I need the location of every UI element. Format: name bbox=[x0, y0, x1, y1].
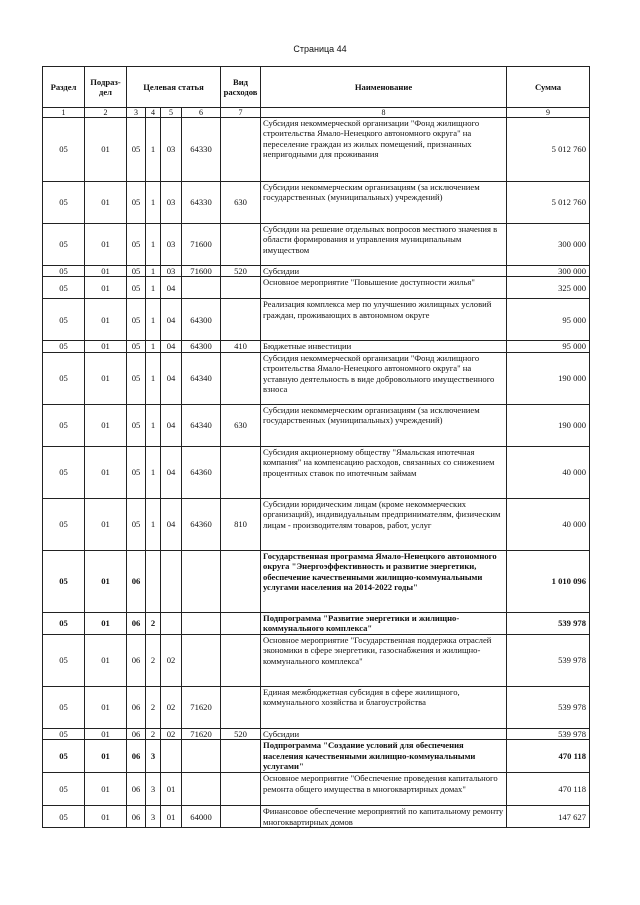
activity-code-cell: 04 bbox=[161, 352, 182, 404]
subprogram-code-cell: 1 bbox=[146, 224, 161, 266]
program-code-cell: 06 bbox=[127, 634, 146, 686]
table-row bbox=[43, 773, 590, 806]
razdel-cell: 05 bbox=[43, 352, 85, 404]
razdel-cell: 05 bbox=[43, 277, 85, 299]
program-code-cell: 05 bbox=[127, 224, 146, 266]
expense-type-cell bbox=[221, 686, 261, 728]
podrazdel-cell: 01 bbox=[85, 224, 127, 266]
podrazdel-cell: 01 bbox=[85, 806, 127, 828]
expense-type-cell: 810 bbox=[221, 498, 261, 550]
item-name-cell: Государственная программа Ямало-Ненецкого автономного округа "Энергоэффективность и развитие энергетики, обеспечение качественными жилищно-коммунальными услугами населения на 2014-2022 годы" bbox=[261, 550, 507, 612]
amount-cell: 300 000 bbox=[507, 224, 590, 266]
direction-code-cell bbox=[182, 634, 221, 686]
expense-type-cell bbox=[221, 612, 261, 634]
expense-type-cell bbox=[221, 446, 261, 498]
direction-code-cell: 64300 bbox=[182, 299, 221, 341]
razdel-cell: 05 bbox=[43, 404, 85, 446]
program-code-cell: 05 bbox=[127, 266, 146, 277]
item-name-cell: Субсидии некоммерческим организациям (за исключением государственных (муниципальных) учреждений) bbox=[261, 182, 507, 224]
amount-cell: 1 010 096 bbox=[507, 550, 590, 612]
item-name-cell: Субсидия некоммерческой организации "Фонд жилищного строительства Ямало-Ненецкого автономного округа" на уставную деятельность в виде добровольного имущественного взноса bbox=[261, 352, 507, 404]
program-code-cell: 05 bbox=[127, 352, 146, 404]
subprogram-code-cell: 1 bbox=[146, 182, 161, 224]
activity-code-cell: 03 bbox=[161, 224, 182, 266]
column-number: 7 bbox=[221, 108, 261, 118]
podrazdel-cell: 01 bbox=[85, 634, 127, 686]
item-name-cell: Подпрограмма "Развитие энергетики и жилищно-коммунального комплекса" bbox=[261, 612, 507, 634]
table-row bbox=[43, 806, 590, 828]
expense-type-cell bbox=[221, 352, 261, 404]
expense-type-cell bbox=[221, 550, 261, 612]
expense-type-cell: 630 bbox=[221, 182, 261, 224]
razdel-cell: 05 bbox=[43, 740, 85, 773]
program-code-cell: 06 bbox=[127, 773, 146, 806]
amount-cell: 147 627 bbox=[507, 806, 590, 828]
subprogram-code-cell: 1 bbox=[146, 498, 161, 550]
direction-code-cell: 64360 bbox=[182, 446, 221, 498]
program-code-cell: 05 bbox=[127, 404, 146, 446]
subprogram-code-cell: 1 bbox=[146, 404, 161, 446]
table-row bbox=[43, 740, 590, 773]
table-row bbox=[43, 299, 590, 341]
column-number: 5 bbox=[161, 108, 182, 118]
expense-type-cell bbox=[221, 277, 261, 299]
razdel-cell: 05 bbox=[43, 182, 85, 224]
subprogram-code-cell: 3 bbox=[146, 740, 161, 773]
activity-code-cell bbox=[161, 740, 182, 773]
program-code-cell: 05 bbox=[127, 446, 146, 498]
expense-type-cell: 630 bbox=[221, 404, 261, 446]
razdel-cell: 05 bbox=[43, 686, 85, 728]
subprogram-code-cell: 1 bbox=[146, 118, 161, 182]
column-number: 3 bbox=[127, 108, 146, 118]
podrazdel-cell: 01 bbox=[85, 118, 127, 182]
subprogram-code-cell bbox=[146, 550, 161, 612]
activity-code-cell bbox=[161, 612, 182, 634]
activity-code-cell: 02 bbox=[161, 634, 182, 686]
podrazdel-cell: 01 bbox=[85, 612, 127, 634]
subprogram-code-cell: 2 bbox=[146, 634, 161, 686]
razdel-cell: 05 bbox=[43, 446, 85, 498]
subprogram-code-cell: 1 bbox=[146, 446, 161, 498]
column-number: 9 bbox=[507, 108, 590, 118]
subprogram-code-cell: 2 bbox=[146, 612, 161, 634]
header-name: Наименование bbox=[261, 67, 507, 108]
subprogram-code-cell: 2 bbox=[146, 686, 161, 728]
razdel-cell: 05 bbox=[43, 224, 85, 266]
program-code-cell: 06 bbox=[127, 550, 146, 612]
amount-cell: 190 000 bbox=[507, 352, 590, 404]
direction-code-cell: 71600 bbox=[182, 266, 221, 277]
table-row bbox=[43, 634, 590, 686]
column-number: 4 bbox=[146, 108, 161, 118]
table-row bbox=[43, 118, 590, 182]
direction-code-cell bbox=[182, 773, 221, 806]
direction-code-cell: 71600 bbox=[182, 224, 221, 266]
podrazdel-cell: 01 bbox=[85, 341, 127, 352]
expense-type-cell bbox=[221, 740, 261, 773]
expense-type-cell bbox=[221, 773, 261, 806]
column-number: 6 bbox=[182, 108, 221, 118]
expense-type-cell bbox=[221, 634, 261, 686]
direction-code-cell: 64340 bbox=[182, 404, 221, 446]
podrazdel-cell: 01 bbox=[85, 266, 127, 277]
podrazdel-cell: 01 bbox=[85, 352, 127, 404]
item-name-cell: Реализация комплекса мер по улучшению жилищных условий граждан, проживающих в автономном округе bbox=[261, 299, 507, 341]
table-row bbox=[43, 612, 590, 634]
table-row bbox=[43, 404, 590, 446]
expense-type-cell bbox=[221, 224, 261, 266]
podrazdel-cell: 01 bbox=[85, 773, 127, 806]
podrazdel-cell: 01 bbox=[85, 550, 127, 612]
item-name-cell: Субсидии юридическим лицам (кроме некоммерческих организаций), индивидуальным предпринимателям, физическим лицам - производителям товаров, работ, услуг bbox=[261, 498, 507, 550]
podrazdel-cell: 01 bbox=[85, 404, 127, 446]
activity-code-cell bbox=[161, 550, 182, 612]
table-row bbox=[43, 446, 590, 498]
podrazdel-cell: 01 bbox=[85, 740, 127, 773]
razdel-cell: 05 bbox=[43, 634, 85, 686]
direction-code-cell bbox=[182, 740, 221, 773]
subprogram-code-cell: 1 bbox=[146, 266, 161, 277]
table-row bbox=[43, 341, 590, 352]
subprogram-code-cell: 2 bbox=[146, 728, 161, 739]
podrazdel-cell: 01 bbox=[85, 686, 127, 728]
expense-type-cell: 410 bbox=[221, 341, 261, 352]
item-name-cell: Субсидии bbox=[261, 266, 507, 277]
activity-code-cell: 04 bbox=[161, 446, 182, 498]
direction-code-cell: 64330 bbox=[182, 182, 221, 224]
header-podrazdel: Подраз-дел bbox=[85, 67, 127, 108]
activity-code-cell: 04 bbox=[161, 277, 182, 299]
table-row bbox=[43, 352, 590, 404]
item-name-cell: Основное мероприятие "Обеспечение проведения капитального ремонта общего имущества в многоквартирных домах" bbox=[261, 773, 507, 806]
program-code-cell: 06 bbox=[127, 728, 146, 739]
podrazdel-cell: 01 bbox=[85, 182, 127, 224]
amount-cell: 539 978 bbox=[507, 686, 590, 728]
razdel-cell: 05 bbox=[43, 118, 85, 182]
expense-type-cell: 520 bbox=[221, 266, 261, 277]
expense-type-cell bbox=[221, 118, 261, 182]
table-row bbox=[43, 266, 590, 277]
program-code-cell: 05 bbox=[127, 498, 146, 550]
item-name-cell: Субсидии на решение отдельных вопросов местного значения в области формирования и управления муниципальным имуществом bbox=[261, 224, 507, 266]
item-name-cell: Подпрограмма "Создание условий для обеспечения населения качественными жилищно-коммунальными услугами" bbox=[261, 740, 507, 773]
column-number-row bbox=[43, 108, 590, 118]
razdel-cell: 05 bbox=[43, 299, 85, 341]
amount-cell: 40 000 bbox=[507, 446, 590, 498]
expense-type-cell bbox=[221, 806, 261, 828]
razdel-cell: 05 bbox=[43, 728, 85, 739]
activity-code-cell: 04 bbox=[161, 341, 182, 352]
item-name-cell: Субсидия некоммерческой организации "Фонд жилищного строительства Ямало-Ненецкого автономного округа" на переселение граждан из жилых помещений, признанных непригодными для проживания bbox=[261, 118, 507, 182]
item-name-cell: Субсидии bbox=[261, 728, 507, 739]
amount-cell: 539 978 bbox=[507, 634, 590, 686]
podrazdel-cell: 01 bbox=[85, 277, 127, 299]
program-code-cell: 05 bbox=[127, 277, 146, 299]
direction-code-cell: 71620 bbox=[182, 728, 221, 739]
item-name-cell: Субсидия акционерному обществу "Ямальская ипотечная компания" на компенсацию расходов, связанных со снижением процентных ставок по ипотечным займам bbox=[261, 446, 507, 498]
item-name-cell: Финансовое обеспечение мероприятий по капитальному ремонту многоквартирных домов bbox=[261, 806, 507, 828]
program-code-cell: 05 bbox=[127, 118, 146, 182]
razdel-cell: 05 bbox=[43, 773, 85, 806]
table-row bbox=[43, 224, 590, 266]
razdel-cell: 05 bbox=[43, 341, 85, 352]
activity-code-cell: 04 bbox=[161, 299, 182, 341]
direction-code-cell bbox=[182, 277, 221, 299]
column-number: 1 bbox=[43, 108, 85, 118]
activity-code-cell: 04 bbox=[161, 404, 182, 446]
amount-cell: 190 000 bbox=[507, 404, 590, 446]
budget-table bbox=[42, 66, 590, 828]
amount-cell: 300 000 bbox=[507, 266, 590, 277]
razdel-cell: 05 bbox=[43, 498, 85, 550]
header-razdel: Раздел bbox=[43, 67, 85, 108]
table-row bbox=[43, 686, 590, 728]
item-name-cell: Субсидии некоммерческим организациям (за исключением государственных (муниципальных) учреждений) bbox=[261, 404, 507, 446]
subprogram-code-cell: 3 bbox=[146, 773, 161, 806]
activity-code-cell: 02 bbox=[161, 686, 182, 728]
podrazdel-cell: 01 bbox=[85, 728, 127, 739]
program-code-cell: 06 bbox=[127, 612, 146, 634]
program-code-cell: 06 bbox=[127, 806, 146, 828]
table-row bbox=[43, 498, 590, 550]
subprogram-code-cell: 1 bbox=[146, 299, 161, 341]
item-name-cell: Основное мероприятие "Повышение доступности жилья" bbox=[261, 277, 507, 299]
program-code-cell: 05 bbox=[127, 341, 146, 352]
direction-code-cell bbox=[182, 612, 221, 634]
direction-code-cell: 64360 bbox=[182, 498, 221, 550]
subprogram-code-cell: 1 bbox=[146, 352, 161, 404]
direction-code-cell: 64330 bbox=[182, 118, 221, 182]
activity-code-cell: 02 bbox=[161, 728, 182, 739]
direction-code-cell bbox=[182, 550, 221, 612]
subprogram-code-cell: 3 bbox=[146, 806, 161, 828]
amount-cell: 95 000 bbox=[507, 341, 590, 352]
expense-type-cell bbox=[221, 299, 261, 341]
activity-code-cell: 03 bbox=[161, 182, 182, 224]
table-row bbox=[43, 728, 590, 739]
table-row bbox=[43, 277, 590, 299]
expense-type-cell: 520 bbox=[221, 728, 261, 739]
amount-cell: 40 000 bbox=[507, 498, 590, 550]
podrazdel-cell: 01 bbox=[85, 299, 127, 341]
column-number: 2 bbox=[85, 108, 127, 118]
item-name-cell: Единая межбюджетная субсидия в сфере жилищного, коммунального хозяйства и благоустройства bbox=[261, 686, 507, 728]
activity-code-cell: 03 bbox=[161, 118, 182, 182]
program-code-cell: 06 bbox=[127, 686, 146, 728]
activity-code-cell: 01 bbox=[161, 773, 182, 806]
direction-code-cell: 64300 bbox=[182, 341, 221, 352]
direction-code-cell: 64000 bbox=[182, 806, 221, 828]
amount-cell: 5 012 760 bbox=[507, 118, 590, 182]
table-row bbox=[43, 182, 590, 224]
subprogram-code-cell: 1 bbox=[146, 341, 161, 352]
razdel-cell: 05 bbox=[43, 806, 85, 828]
amount-cell: 539 978 bbox=[507, 612, 590, 634]
razdel-cell: 05 bbox=[43, 266, 85, 277]
podrazdel-cell: 01 bbox=[85, 446, 127, 498]
header-sum: Сумма bbox=[507, 67, 590, 108]
column-number: 8 bbox=[261, 108, 507, 118]
direction-code-cell: 64340 bbox=[182, 352, 221, 404]
activity-code-cell: 04 bbox=[161, 498, 182, 550]
item-name-cell: Бюджетные инвестиции bbox=[261, 341, 507, 352]
item-name-cell: Основное мероприятие "Государственная поддержка отраслей экономики в сфере энергетики, газоснабжения и жилищно-коммунального комплекса" bbox=[261, 634, 507, 686]
razdel-cell: 05 bbox=[43, 612, 85, 634]
amount-cell: 470 118 bbox=[507, 740, 590, 773]
subprogram-code-cell: 1 bbox=[146, 277, 161, 299]
activity-code-cell: 03 bbox=[161, 266, 182, 277]
header-vid-raskhodov: Вид расходов bbox=[221, 67, 261, 108]
direction-code-cell: 71620 bbox=[182, 686, 221, 728]
header-target-article: Целевая статья bbox=[127, 67, 221, 108]
program-code-cell: 06 bbox=[127, 740, 146, 773]
podrazdel-cell: 01 bbox=[85, 498, 127, 550]
amount-cell: 5 012 760 bbox=[507, 182, 590, 224]
program-code-cell: 05 bbox=[127, 299, 146, 341]
program-code-cell: 05 bbox=[127, 182, 146, 224]
amount-cell: 325 000 bbox=[507, 277, 590, 299]
amount-cell: 95 000 bbox=[507, 299, 590, 341]
table-row bbox=[43, 550, 590, 612]
header-row bbox=[43, 67, 590, 108]
amount-cell: 539 978 bbox=[507, 728, 590, 739]
page-label: Страница 44 bbox=[293, 44, 347, 54]
amount-cell: 470 118 bbox=[507, 773, 590, 806]
activity-code-cell: 01 bbox=[161, 806, 182, 828]
razdel-cell: 05 bbox=[43, 550, 85, 612]
